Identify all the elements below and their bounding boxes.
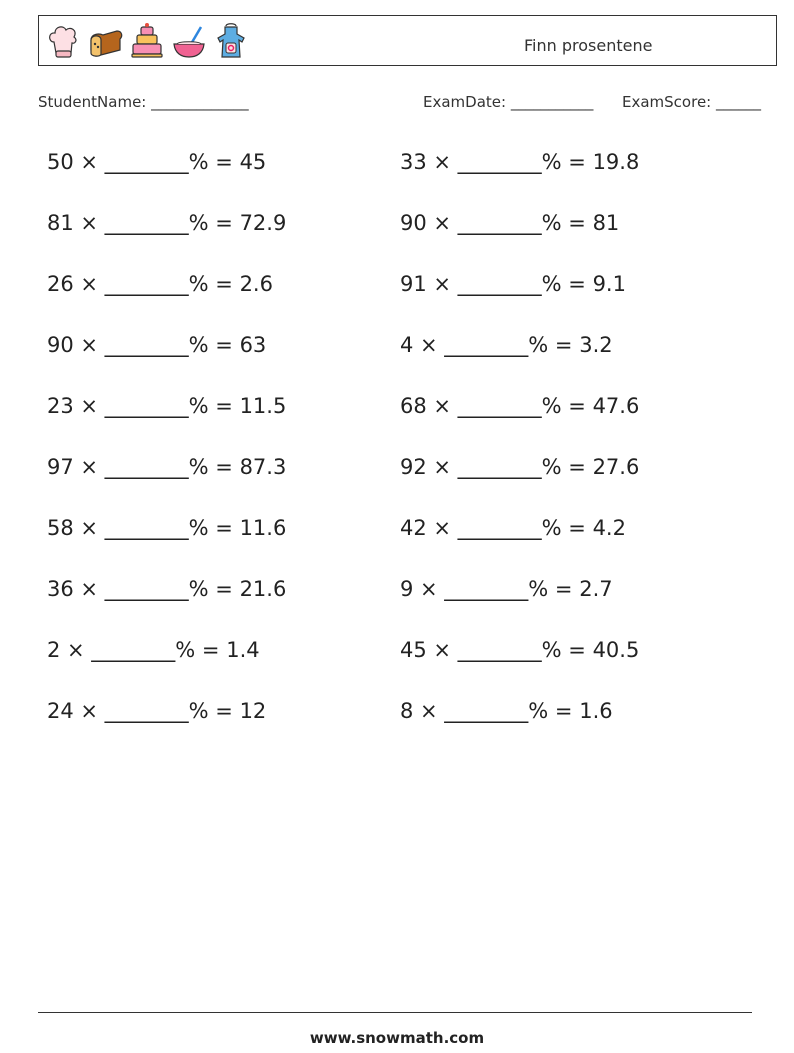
- problem-right-2: 90 × ________% = 81: [400, 211, 620, 235]
- exam-score-field: ExamScore: ______: [622, 93, 761, 111]
- problem-right-5: 68 × ________% = 47.6: [400, 394, 640, 418]
- footer-website: www.snowmath.com: [309, 1029, 485, 1047]
- problem-right-3: 91 × ________% = 9.1: [400, 272, 626, 296]
- exam-date-field: ExamDate: ___________: [423, 93, 594, 111]
- footer-divider: [38, 1012, 752, 1013]
- bread-loaf-icon: [87, 22, 123, 60]
- header-icons: [45, 22, 249, 60]
- problem-left-4: 90 × ________% = 63: [47, 333, 267, 357]
- problem-right-1: 33 × ________% = 19.8: [400, 150, 640, 174]
- problem-left-5: 23 × ________% = 11.5: [47, 394, 287, 418]
- problem-right-6: 92 × ________% = 27.6: [400, 455, 640, 479]
- problem-right-7: 42 × ________% = 4.2: [400, 516, 626, 540]
- apron-icon: [213, 22, 249, 60]
- problem-right-8: 9 × ________% = 2.7: [400, 577, 613, 601]
- student-name-field: StudentName: _____________: [38, 93, 249, 111]
- header-box: [38, 15, 777, 66]
- mixing-bowl-icon: [171, 22, 207, 60]
- problem-left-9: 2 × ________% = 1.4: [47, 638, 260, 662]
- problem-left-3: 26 × ________% = 2.6: [47, 272, 273, 296]
- chef-hat-icon: [45, 22, 81, 60]
- problem-left-6: 97 × ________% = 87.3: [47, 455, 287, 479]
- problem-right-4: 4 × ________% = 3.2: [400, 333, 613, 357]
- problem-left-7: 58 × ________% = 11.6: [47, 516, 287, 540]
- problem-left-2: 81 × ________% = 72.9: [47, 211, 287, 235]
- problem-right-10: 8 × ________% = 1.6: [400, 699, 613, 723]
- problem-left-1: 50 × ________% = 45: [47, 150, 267, 174]
- worksheet-title: Finn prosentene: [524, 36, 653, 55]
- problem-left-10: 24 × ________% = 12: [47, 699, 267, 723]
- layer-cake-icon: [129, 22, 165, 60]
- problem-right-9: 45 × ________% = 40.5: [400, 638, 640, 662]
- problem-left-8: 36 × ________% = 21.6: [47, 577, 287, 601]
